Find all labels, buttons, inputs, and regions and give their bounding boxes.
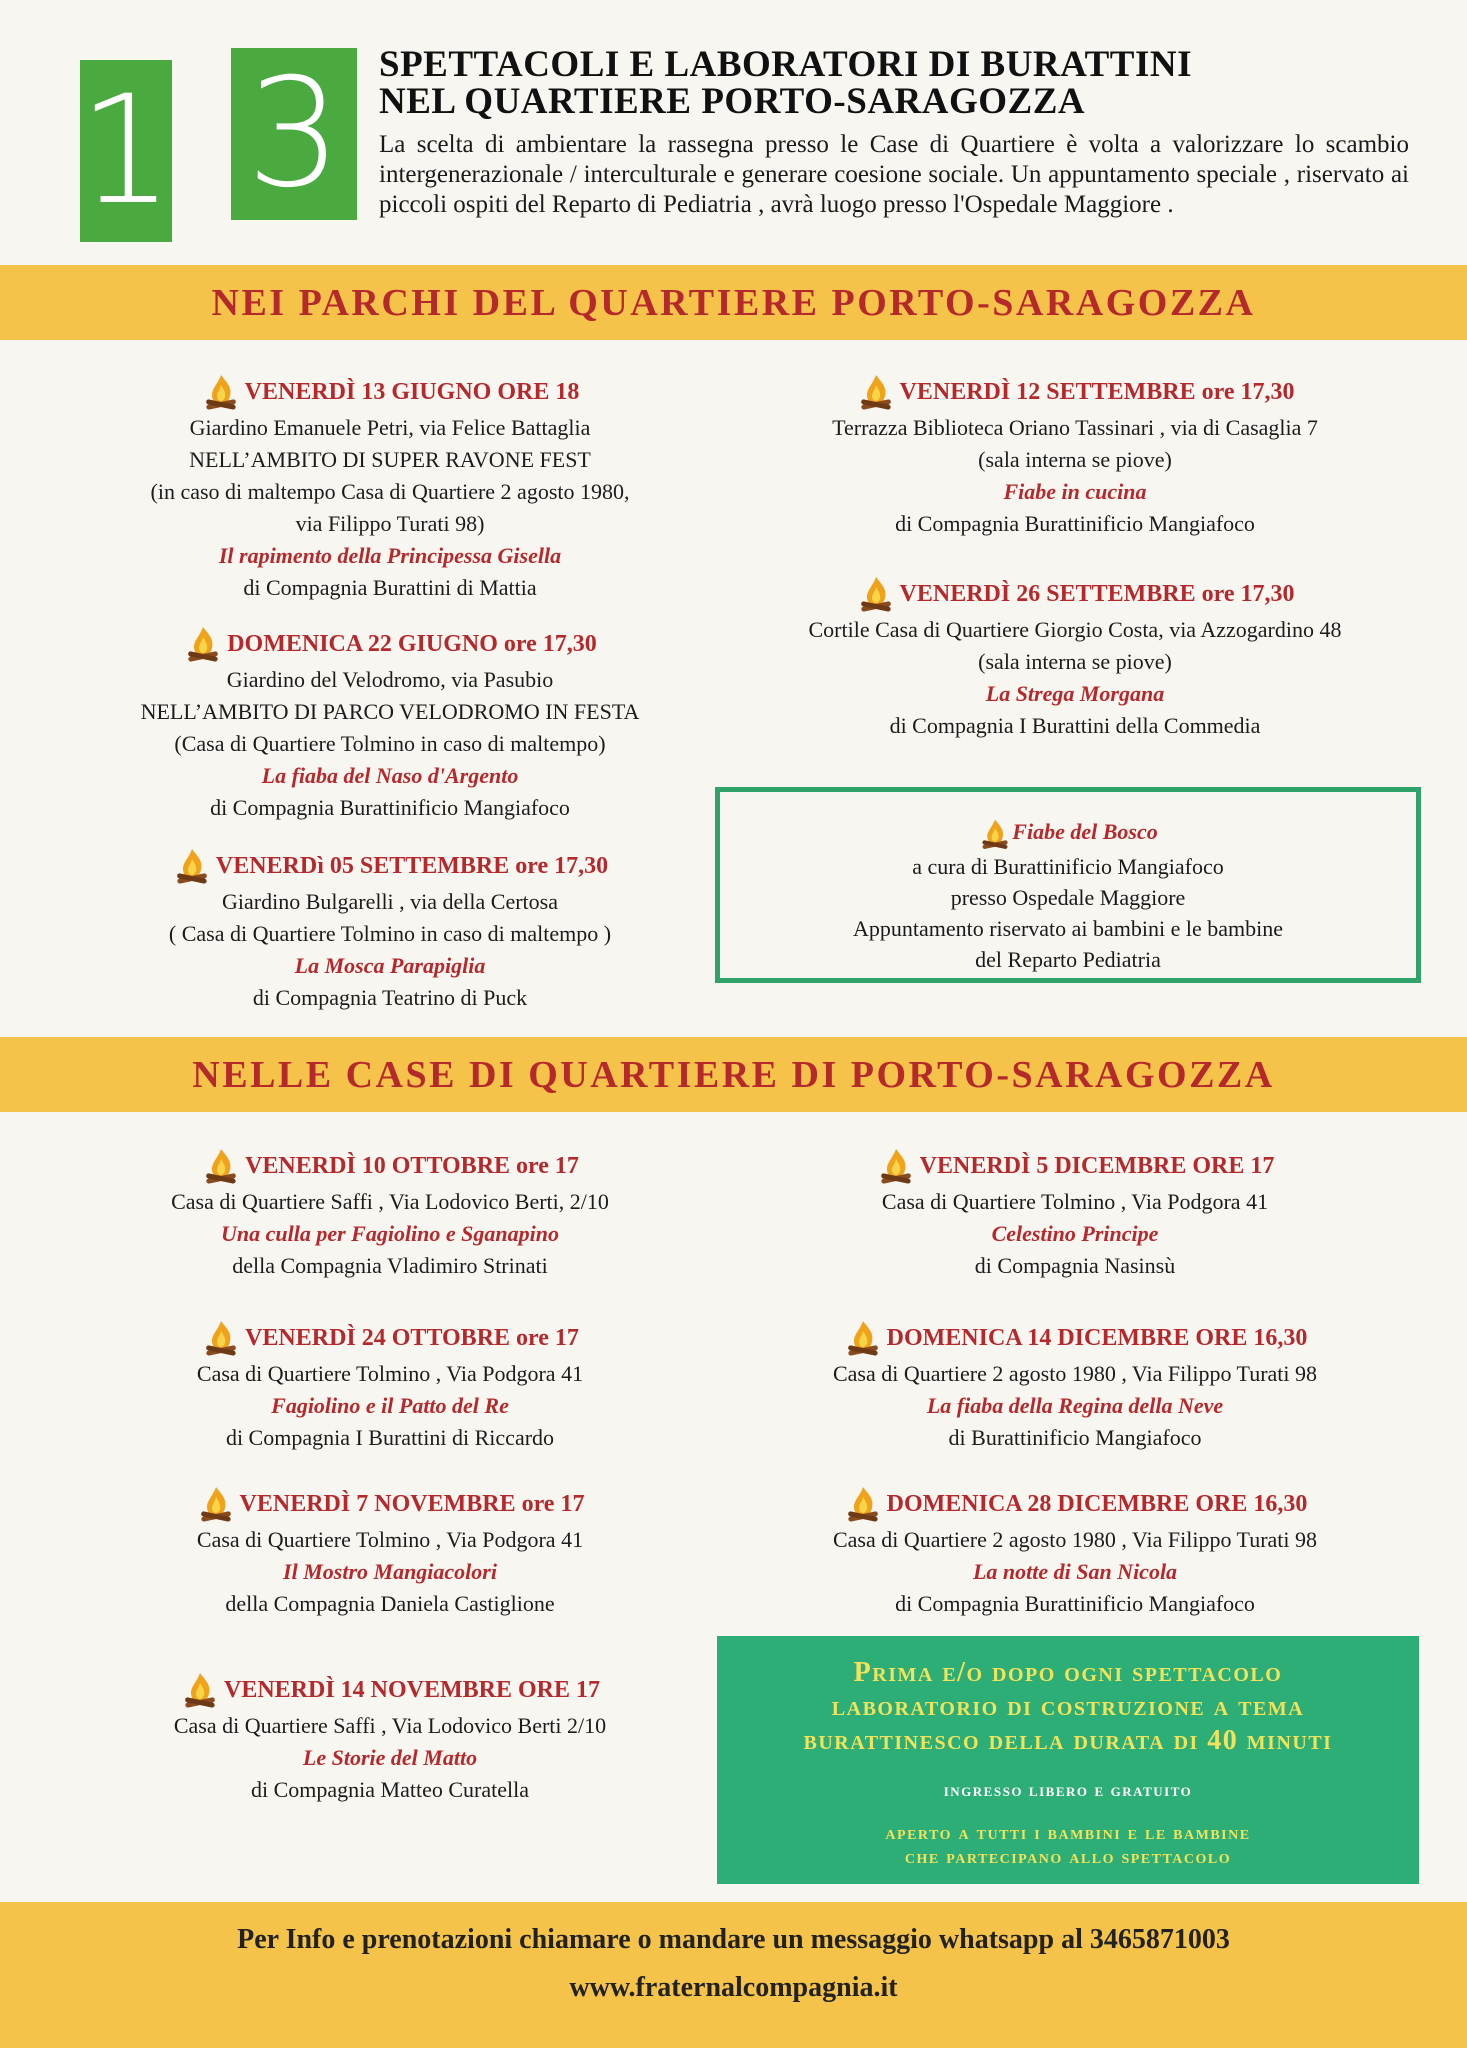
event-date-row <box>735 1318 1415 1358</box>
event-card <box>60 846 720 1014</box>
campfire-icon <box>183 624 223 664</box>
title-line-2: NEL QUARTIERE PORTO-SARAGOZZA <box>379 81 1086 122</box>
section-parks-band <box>0 265 1467 340</box>
event-title: La fiaba del Naso d'Argento <box>261 763 519 788</box>
event-location: Casa di Quartiere Tolmino , Via Podgora 41 <box>881 1189 1269 1214</box>
event-location: Casa di Quartiere 2 agosto 1980 , Via Filippo Turati 98 <box>832 1527 1318 1552</box>
campfire-icon <box>843 1318 883 1358</box>
special-event-line: a cura di Burattinificio Mangiafoco <box>912 853 1224 879</box>
event-date: VENERDÌ 10 OTTOBRE ore 17 <box>245 1153 579 1179</box>
event-title: La Mosca Parapiglia <box>294 953 486 978</box>
event-note: (in caso di maltempo Casa di Quartiere 2 agosto 1980, <box>150 479 630 504</box>
campfire-icon <box>201 372 241 412</box>
event-card <box>60 1670 720 1806</box>
campfire-icon <box>876 1146 916 1186</box>
event-title: La Strega Morgana <box>985 681 1165 706</box>
event-title: La fiaba della Regina della Neve <box>926 1393 1224 1418</box>
event-date: VENERDÌ 13 GIUGNO ORE 18 <box>244 379 580 405</box>
workshop-line: laboratorio di costruzione a tema <box>831 1691 1305 1722</box>
event-location: Casa di Quartiere 2 agosto 1980 , Via Filippo Turati 98 <box>832 1361 1318 1386</box>
event-note: NELL’AMBITO DI PARCO VELODROMO IN FESTA <box>140 699 640 724</box>
event-date-row <box>60 372 720 412</box>
event-card <box>735 1318 1415 1454</box>
event-location: Cortile Casa di Quartiere Giorgio Costa, via Azzogardino 48 <box>808 617 1342 642</box>
event-date: VENERDÌ 26 SETTEMBRE ore 17,30 <box>899 581 1295 607</box>
event-location: Giardino del Velodromo, via Pasubio <box>226 667 554 692</box>
event-title: Celestino Principe <box>991 1221 1159 1246</box>
event-card <box>735 574 1415 742</box>
intro-paragraph: La scelta di ambientare la rassegna presso le Case di Quartiere è volta a valorizzare lo scambio intergenerazionale / interculturale e generare coesione sociale. Un appuntamento speciale , riservato ai piccoli ospiti del Reparto di Pediatria , avrà luogo presso l'Ospedale Maggiore . <box>379 131 1409 218</box>
special-event-line: presso Ospedale Maggiore <box>950 884 1186 910</box>
event-title: Fiabe in cucina <box>1003 479 1147 504</box>
event-title: Una culla per Fagiolino e Sganapino <box>220 1221 559 1246</box>
workshop-line: Prima e/o dopo ogni spettacolo <box>853 1657 1283 1688</box>
event-date-row <box>735 1146 1415 1186</box>
event-date: DOMENICA 22 GIUGNO ore 17,30 <box>227 631 597 657</box>
event-note: ( Casa di Quartiere Tolmino in caso di maltempo ) <box>168 921 612 946</box>
event-company: di Compagnia Teatrino di Puck <box>252 985 528 1010</box>
event-card <box>60 372 720 604</box>
special-event-line: del Reparto Pediatria <box>975 946 1161 972</box>
website-link[interactable]: www.fraternalcompagnia.it <box>569 1972 898 2003</box>
event-company: di Compagnia Burattini di Mattia <box>243 575 537 600</box>
digit-three-block <box>231 48 357 220</box>
event-card <box>60 624 720 824</box>
event-company: di Compagnia I Burattini della Commedia <box>889 713 1261 738</box>
event-company: di Compagnia Matteo Curatella <box>251 1777 529 1802</box>
event-location: Casa di Quartiere Saffi , Via Lodovico Berti, 2/10 <box>171 1189 609 1214</box>
footer-band <box>0 1902 1467 2048</box>
event-company: della Compagnia Daniela Castiglione <box>225 1591 555 1616</box>
event-company: di Compagnia Burattinificio Mangiafoco <box>210 795 570 820</box>
event-note: (sala interna se piove) <box>978 649 1172 674</box>
contact-info: Per Info e prenotazioni chiamare o mandare un messaggio whatsapp al 3465871003 <box>237 1924 1230 1955</box>
event-date-row <box>60 1484 720 1524</box>
event-location: Terrazza Biblioteca Oriano Tassinari , via di Casaglia 7 <box>832 415 1318 440</box>
event-date: VENERDÌ 12 SETTEMBRE ore 17,30 <box>899 379 1295 405</box>
campfire-icon <box>196 1484 236 1524</box>
event-card <box>735 372 1415 540</box>
event-company: di Compagnia Nasinsù <box>974 1253 1176 1278</box>
workshop-info-main <box>717 1656 1419 1758</box>
audience-line: aperto a tutti i bambini e le bambine <box>885 1822 1251 1844</box>
event-date-row <box>60 1670 720 1710</box>
event-date-row <box>60 1146 720 1186</box>
event-title: Le Storie del Matto <box>302 1745 478 1770</box>
event-date: VENERDÌ 7 NOVEMBRE ore 17 <box>239 1491 585 1517</box>
event-date: VENERDÌ 14 NOVEMBRE ORE 17 <box>223 1677 601 1703</box>
event-card <box>60 1484 720 1620</box>
event-date-row <box>60 846 720 886</box>
digit-one-block <box>80 60 172 242</box>
event-date-row <box>735 372 1415 412</box>
event-note: (sala interna se piove) <box>978 447 1172 472</box>
event-location: Casa di Quartiere Saffi , Via Lodovico Berti 2/10 <box>173 1713 607 1738</box>
event-title: Il Mostro Mangiacolori <box>283 1559 497 1584</box>
event-company: di Compagnia I Burattini di Riccardo <box>225 1425 555 1450</box>
event-company: della Compagnia Vladimiro Strinati <box>232 1253 548 1278</box>
audience-note <box>717 1821 1419 1869</box>
campfire-icon <box>180 1670 220 1710</box>
event-note: via Filippo Turati 98) <box>295 511 485 536</box>
event-note: (Casa di Quartiere Tolmino in caso di maltempo) <box>174 731 606 756</box>
campfire-icon <box>856 574 896 614</box>
event-title: La notte di San Nicola <box>972 1559 1178 1584</box>
workshop-line: burattinesco della durata di 40 minuti <box>803 1725 1333 1756</box>
special-event-line: Appuntamento riservato ai bambini e le bambine <box>852 915 1284 941</box>
campfire-icon <box>201 1146 241 1186</box>
audience-line: che partecipano allo spettacolo <box>904 1846 1232 1868</box>
special-event-box <box>715 787 1421 983</box>
title-line-1: SPETTACOLI E LABORATORI DI BURATTINI <box>379 44 1192 85</box>
campfire-icon <box>856 372 896 412</box>
event-date: VENERDÌ 24 OTTOBRE ore 17 <box>245 1325 579 1351</box>
event-location: Casa di Quartiere Tolmino , Via Podgora 41 <box>196 1527 584 1552</box>
event-company: di Compagnia Burattinificio Mangiafoco <box>895 511 1255 536</box>
special-event-title: Fiabe del Bosco <box>1012 819 1158 844</box>
event-date-row <box>60 624 720 664</box>
event-company: di Burattinificio Mangiafoco <box>948 1425 1202 1450</box>
free-entry-label: ingresso libero e gratuito <box>943 1780 1193 1800</box>
campfire-icon <box>978 817 1012 851</box>
event-title: Il rapimento della Principessa Gisella <box>218 543 562 568</box>
section-parks-heading: NEI PARCHI DEL QUARTIERE PORTO-SARAGOZZA <box>211 281 1256 324</box>
event-company: di Compagnia Burattinificio Mangiafoco <box>895 1591 1255 1616</box>
workshop-info-box <box>717 1636 1419 1884</box>
event-location: Casa di Quartiere Tolmino , Via Podgora 41 <box>196 1361 584 1386</box>
event-title: Fagiolino e il Patto del Re <box>271 1393 509 1418</box>
event-date: DOMENICA 14 DICEMBRE ORE 16,30 <box>886 1325 1308 1351</box>
campfire-icon <box>201 1318 241 1358</box>
event-location: Giardino Bulgarelli , via della Certosa <box>221 889 558 914</box>
event-date: DOMENICA 28 DICEMBRE ORE 16,30 <box>886 1491 1308 1517</box>
event-card <box>735 1484 1415 1620</box>
event-date-row <box>735 574 1415 614</box>
campfire-icon <box>172 846 212 886</box>
event-date: VENERDì 05 SETTEMBRE ore 17,30 <box>215 853 609 879</box>
event-note: NELL’AMBITO DI SUPER RAVONE FEST <box>189 447 591 472</box>
event-date: VENERDÌ 5 DICEMBRE ORE 17 <box>919 1153 1275 1179</box>
digit-three: 3 <box>246 47 342 221</box>
special-event-title-row <box>720 816 1416 851</box>
event-card <box>60 1318 720 1454</box>
campfire-icon <box>843 1484 883 1524</box>
event-card <box>735 1146 1415 1282</box>
event-location: Giardino Emanuele Petri, via Felice Battaglia <box>189 415 591 440</box>
section-houses-heading: NELLE CASE DI QUARTIERE DI PORTO-SARAGOZZA <box>192 1053 1275 1096</box>
event-date-row <box>60 1318 720 1358</box>
section-houses-band <box>0 1037 1467 1112</box>
event-card <box>60 1146 720 1282</box>
event-date-row <box>735 1484 1415 1524</box>
digit-one: 1 <box>78 64 174 238</box>
page-title <box>379 46 1439 120</box>
